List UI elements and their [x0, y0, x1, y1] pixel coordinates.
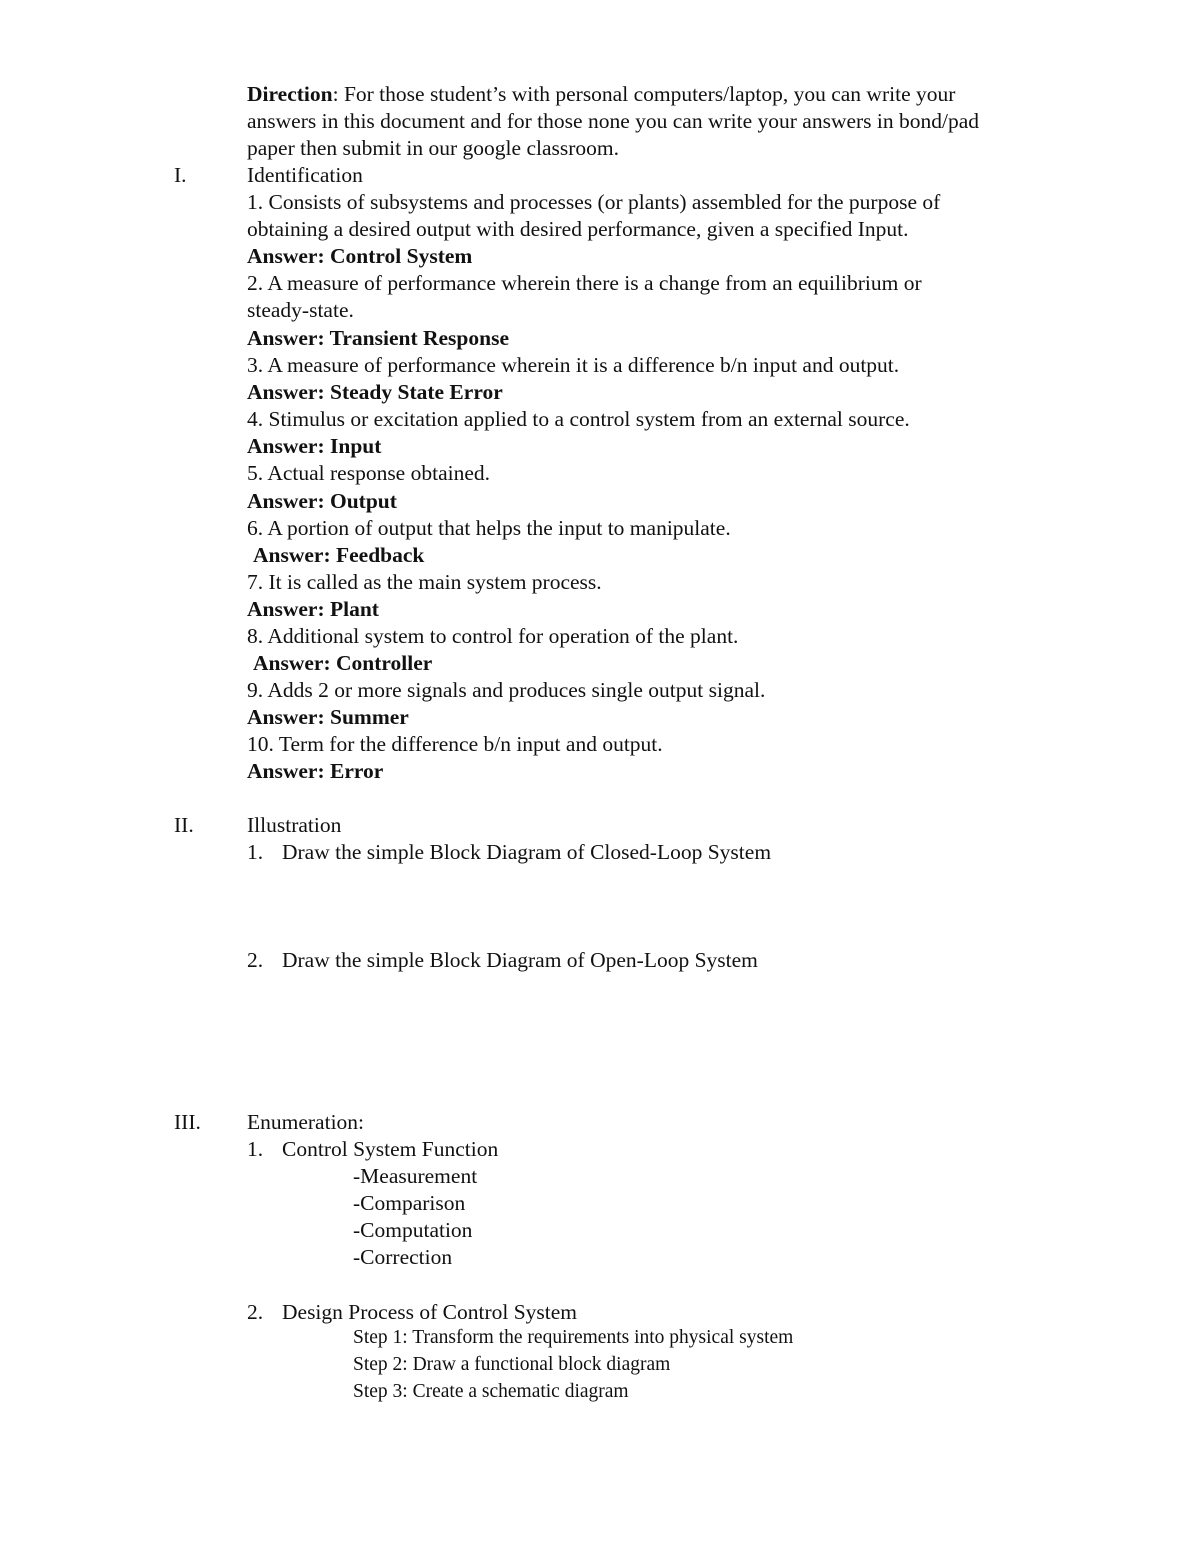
question-6: 6. A portion of output that helps the input to manipulate. — [247, 516, 731, 540]
section-2-title: Illustration — [247, 813, 342, 837]
answer-8: Answer: Controller — [253, 651, 433, 675]
enumeration-item-2-text: Design Process of Control System — [282, 1300, 578, 1324]
answer-1: Answer: Control System — [247, 244, 473, 268]
question-2-line-1: 2. A measure of performance wherein there is a change from an equilibrium or — [247, 271, 922, 295]
answer-10: Answer: Error — [247, 759, 384, 783]
design-step: Step 3: Create a schematic diagram — [353, 1381, 629, 1402]
enumeration-item-2 — [247, 1299, 577, 1326]
answer-9: Answer: Summer — [247, 705, 409, 729]
function-item: -Comparison — [353, 1191, 466, 1215]
direction-label: Direction — [247, 82, 333, 106]
design-step: Step 2: Draw a functional block diagram — [353, 1354, 671, 1375]
question-2-line-2: steady-state. — [247, 298, 354, 322]
function-item: -Correction — [353, 1245, 453, 1269]
illustration-item-2-number: 2. — [247, 948, 264, 972]
question-7: 7. It is called as the main system process. — [247, 570, 602, 594]
direction-line-3: paper then submit in our google classroom. — [247, 136, 619, 160]
function-item: -Measurement — [353, 1164, 478, 1188]
answer-2: Answer: Transient Response — [247, 326, 509, 350]
question-1-line-1: 1. Consists of subsystems and processes (or plants) assembled for the purpose of — [247, 190, 941, 214]
question-10: 10. Term for the difference b/n input and output. — [247, 732, 663, 756]
question-8: 8. Additional system to control for operation of the plant. — [247, 624, 739, 648]
illustration-item-1 — [247, 839, 771, 866]
answer-5: Answer: Output — [247, 489, 397, 513]
question-9: 9. Adds 2 or more signals and produces single output signal. — [247, 678, 766, 702]
answer-7: Answer: Plant — [247, 597, 379, 621]
enumeration-item-1 — [247, 1136, 498, 1163]
illustration-item-2-text: Draw the simple Block Diagram of Open-Loop System — [282, 948, 758, 972]
section-3-numeral: III. — [174, 1110, 201, 1134]
enumeration-item-2-number: 2. — [247, 1300, 264, 1324]
section-1-numeral: I. — [174, 163, 187, 187]
direction-line-1 — [247, 81, 955, 108]
answer-6: Answer: Feedback — [253, 543, 425, 567]
illustration-item-2 — [247, 947, 758, 974]
function-item: -Computation — [353, 1218, 473, 1242]
direction-text: : For those student’s with personal computers/laptop, you can write your — [332, 82, 956, 106]
answer-4: Answer: Input — [247, 434, 382, 458]
illustration-item-1-number: 1. — [247, 840, 264, 864]
section-1-title: Identification — [247, 163, 363, 187]
enumeration-item-1-number: 1. — [247, 1137, 264, 1161]
enumeration-item-1-text: Control System Function — [282, 1137, 499, 1161]
question-3: 3. A measure of performance wherein it is a difference b/n input and output. — [247, 353, 900, 377]
design-step: Step 1: Transform the requirements into physical system — [353, 1327, 794, 1348]
answer-3: Answer: Steady State Error — [247, 380, 503, 404]
direction-line-2: answers in this document and for those none you can write your answers in bond/pad — [247, 109, 980, 133]
question-5: 5. Actual response obtained. — [247, 461, 491, 485]
section-3-title: Enumeration: — [247, 1110, 365, 1134]
question-1-line-2: obtaining a desired output with desired performance, given a specified Input. — [247, 217, 909, 241]
section-2-numeral: II. — [174, 813, 194, 837]
question-4: 4. Stimulus or excitation applied to a control system from an external source. — [247, 407, 910, 431]
illustration-item-1-text: Draw the simple Block Diagram of Closed-Loop System — [282, 840, 772, 864]
